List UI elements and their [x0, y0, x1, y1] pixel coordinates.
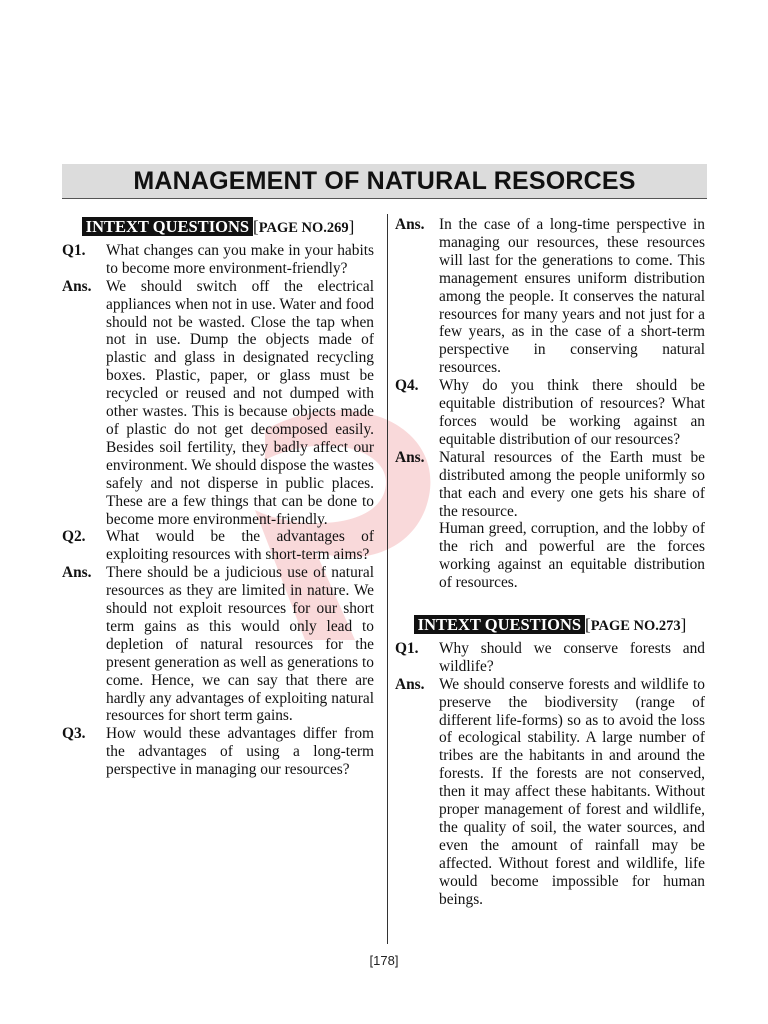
question-5 [395, 640, 705, 676]
section-heading-1 [62, 218, 374, 238]
question-text: How would these advantages differ from the advantages of using a long-term perspective in managing our resources? [106, 725, 374, 779]
answer-text [439, 449, 705, 592]
question-4 [395, 377, 705, 449]
answer-5 [395, 676, 705, 909]
title-bar [62, 164, 707, 199]
question-label: Q1. [395, 639, 419, 657]
question-text: Why do you think there should be equitable distribution of resources? What forces would be working against an equitable distribution of our resources? [439, 377, 705, 448]
question-text: Why should we conserve forests and wildlife? [439, 639, 705, 675]
section-heading-2 [395, 616, 705, 636]
left-column [62, 216, 374, 779]
answer-text: There should be a judicious use of natural resources as they are limited in nature. We should not exploit resources for our short term gains as this would only lead to depletion of natural resources for the present generation as well as generations to come. Hence, we can say that there are hardly any advantages of exploiting natural resources for short term gains. [106, 564, 374, 725]
answer-label: Ans. [395, 448, 425, 466]
column-divider [387, 214, 388, 944]
question-3 [62, 725, 374, 779]
answer-1 [62, 278, 374, 529]
question-2 [62, 528, 374, 564]
question-label: Q2. [62, 528, 86, 546]
right-column [395, 216, 705, 909]
answer-3 [395, 216, 705, 377]
section-badge: INTEXT QUESTIONS [414, 615, 585, 634]
answer-4 [395, 449, 705, 592]
page-number: [178] [369, 953, 399, 968]
question-1 [62, 242, 374, 278]
answer-paragraph: Natural resources of the Earth must be distributed among the people uniformly so that each and every one gets his share of the resource. [439, 448, 705, 520]
question-text: What changes can you make in your habits to become more environment-friendly? [106, 241, 374, 277]
question-label: Q1. [62, 241, 86, 259]
answer-label: Ans. [395, 675, 425, 693]
page-reference: [PAGE NO.273] [585, 615, 687, 635]
answer-label: Ans. [62, 564, 92, 582]
answer-text: We should switch off the electrical appliances when not in use. Water and food should not be wasted. Close the tap when not in use. Dump the objects made of plastic and glass in designated recycling boxes. Plastic, paper, or glass must be recycled or reused and not dumped with other wastes. This is because objects made of plastic do not get decomposed easily. Besides soil fertility, they badly affect our environment. We should dispose the wastes safely and not disperse in public places. These are a few things that can be done to become more environment-friendly. [106, 277, 374, 528]
answer-2 [62, 564, 374, 725]
answer-label: Ans. [395, 216, 425, 233]
answer-text: We should conserve forests and wildlife to preserve the biodiversity (range of different life-forms) so as to avoid the loss of ecological stability. A large number of tribes are the habitants in and around the forests. If the forests are not conserved, then it may affect these habitants. Without proper management of forest and wildlife, the quality of soil, the water sources, and even the amount of rainfall may be affected. Without forest and wildlife, life would become impossible for human beings. [439, 675, 705, 908]
question-label: Q4. [395, 377, 419, 395]
answer-label: Ans. [62, 277, 92, 295]
answer-text: In the case of a long-time perspective in managing our resources, these resources will last for the generations to come. This management ensures uniform distribution among the people. It conserves the natural resources for many years and not just for a few years, as in the case of a short-term perspective in conserving natural resources. [439, 216, 705, 377]
page-title: MANAGEMENT OF NATURAL RESORCES [133, 166, 636, 195]
question-label: Q3. [62, 725, 86, 743]
section-badge: INTEXT QUESTIONS [82, 217, 253, 236]
question-text: What would be the advantages of exploiting resources with short-term aims? [106, 528, 374, 564]
answer-paragraph: Human greed, corruption, and the lobby of the rich and powerful are the forces working against an equitable distribution of resources. [439, 520, 705, 592]
page-reference: [PAGE NO.269] [253, 217, 355, 236]
